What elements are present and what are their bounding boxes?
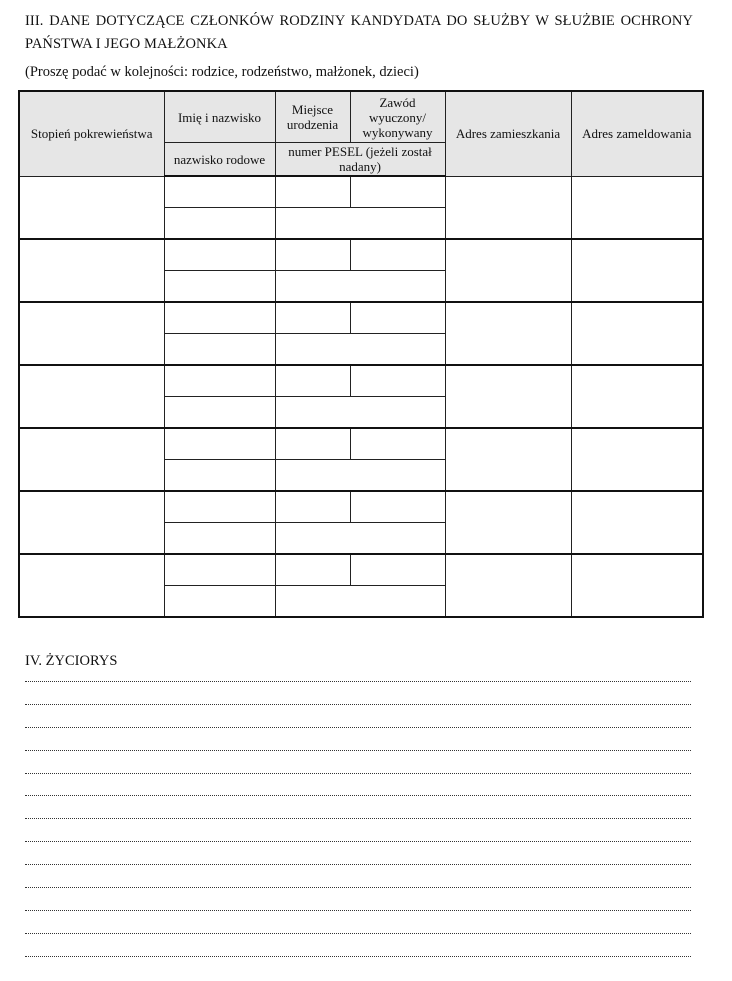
family-row [19,365,703,397]
cv-line[interactable] [25,794,691,796]
maiden-name-cell[interactable] [164,460,275,492]
birthplace-cell[interactable] [275,554,350,586]
cv-lines [25,680,691,978]
section4-title: IV. ŻYCIORYS [25,653,118,669]
cv-line[interactable] [25,840,691,842]
address-registered-cell[interactable] [571,239,703,302]
degree-cell[interactable] [19,176,164,239]
section3-hint: (Proszę podać w kolejności: rodzice, rodzeństwo, małżonek, dzieci) [25,64,419,80]
maiden-name-cell[interactable] [164,523,275,555]
header-address-residence: Adres zamieszkania [445,91,571,176]
name-cell[interactable] [164,365,275,397]
degree-cell[interactable] [19,365,164,428]
name-cell[interactable] [164,428,275,460]
family-members-table [18,90,704,618]
section3-title: III. DANE DOTYCZĄCE CZŁONKÓW RODZINY KANDYDATA DO SŁUŻBY W SŁUŻBIE OCHRONY PAŃSTWA I JEGO MAŁŻONKA [25,13,693,52]
header-maiden-name: nazwisko rodowe [164,143,275,177]
address-registered-cell[interactable] [571,428,703,491]
cv-line[interactable] [25,863,691,865]
name-cell[interactable] [164,554,275,586]
cv-line[interactable] [25,909,691,911]
address-residence-cell[interactable] [445,239,571,302]
degree-cell[interactable] [19,302,164,365]
birthplace-cell[interactable] [275,176,350,208]
cv-line[interactable] [25,932,691,934]
degree-cell[interactable] [19,239,164,302]
pesel-cell[interactable] [275,523,445,555]
cv-line[interactable] [25,772,691,774]
degree-cell[interactable] [19,554,164,617]
header-degree: Stopień pokrewieństwa [19,91,164,176]
profession-cell[interactable] [350,239,445,271]
family-row [19,176,703,208]
pesel-cell[interactable] [275,334,445,366]
name-cell[interactable] [164,302,275,334]
address-residence-cell[interactable] [445,176,571,239]
cv-line[interactable] [25,749,691,751]
birthplace-cell[interactable] [275,239,350,271]
address-residence-cell[interactable] [445,365,571,428]
header-profession: Zawód wyuczony/ wykonywany [350,91,445,143]
profession-cell[interactable] [350,176,445,208]
profession-cell[interactable] [350,365,445,397]
birthplace-cell[interactable] [275,302,350,334]
profession-cell[interactable] [350,428,445,460]
name-cell[interactable] [164,239,275,271]
family-row [19,554,703,586]
address-registered-cell[interactable] [571,491,703,554]
address-registered-cell[interactable] [571,554,703,617]
header-name: Imię i nazwisko [164,91,275,143]
header-birthplace: Miejsce urodzenia [275,91,350,143]
pesel-cell[interactable] [275,208,445,240]
profession-cell[interactable] [350,302,445,334]
maiden-name-cell[interactable] [164,586,275,618]
header-pesel: numer PESEL (jeżeli został nadany) [275,143,445,177]
cv-line[interactable] [25,680,691,682]
family-row [19,491,703,523]
name-cell[interactable] [164,176,275,208]
profession-cell[interactable] [350,554,445,586]
pesel-cell[interactable] [275,271,445,303]
cv-line[interactable] [25,886,691,888]
address-registered-cell[interactable] [571,176,703,239]
name-cell[interactable] [164,491,275,523]
degree-cell[interactable] [19,428,164,491]
birthplace-cell[interactable] [275,491,350,523]
maiden-name-cell[interactable] [164,334,275,366]
address-residence-cell[interactable] [445,302,571,365]
maiden-name-cell[interactable] [164,397,275,429]
cv-line[interactable] [25,955,691,957]
address-registered-cell[interactable] [571,302,703,365]
maiden-name-cell[interactable] [164,208,275,240]
cv-line[interactable] [25,817,691,819]
address-residence-cell[interactable] [445,428,571,491]
pesel-cell[interactable] [275,397,445,429]
birthplace-cell[interactable] [275,428,350,460]
family-row [19,428,703,460]
profession-cell[interactable] [350,491,445,523]
address-residence-cell[interactable] [445,554,571,617]
family-row [19,302,703,334]
cv-line[interactable] [25,703,691,705]
address-registered-cell[interactable] [571,365,703,428]
cv-line[interactable] [25,726,691,728]
degree-cell[interactable] [19,491,164,554]
header-address-registered: Adres zameldowania [571,91,703,176]
address-residence-cell[interactable] [445,491,571,554]
family-row [19,239,703,271]
pesel-cell[interactable] [275,460,445,492]
maiden-name-cell[interactable] [164,271,275,303]
birthplace-cell[interactable] [275,365,350,397]
pesel-cell[interactable] [275,586,445,618]
